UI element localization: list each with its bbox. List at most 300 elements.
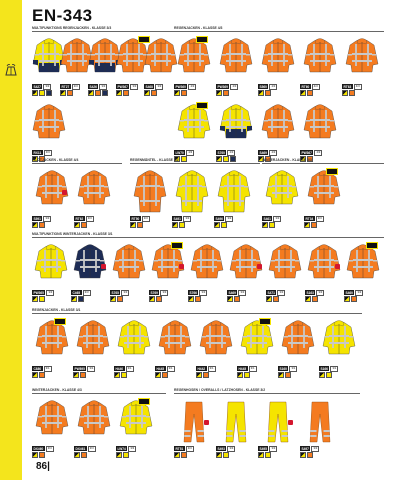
product-code[interactable]: PW369 <box>217 84 228 89</box>
color-swatch[interactable] <box>121 372 127 378</box>
protection-class-badge: 3/3 <box>227 216 232 220</box>
product-card[interactable] <box>174 398 214 460</box>
color-swatch[interactable] <box>181 90 187 96</box>
protection-class-badge: 4/3 <box>271 150 276 154</box>
color-swatch[interactable] <box>151 90 157 96</box>
garment-image <box>117 318 151 364</box>
garment-image <box>217 168 251 214</box>
color-swatches <box>32 372 45 378</box>
product-card[interactable] <box>116 36 142 98</box>
protection-class-badge: 3/3 <box>123 290 128 294</box>
product-code[interactable]: H445 <box>156 366 165 371</box>
certification-check-icon <box>62 190 67 195</box>
color-swatches <box>319 372 332 378</box>
color-swatch[interactable] <box>39 90 45 96</box>
garment-image <box>303 36 337 82</box>
hi-vis-stripe-icon <box>32 372 38 378</box>
product-card[interactable] <box>114 318 153 380</box>
product-card[interactable] <box>149 242 186 304</box>
product-code[interactable]: S468 <box>145 84 153 89</box>
feature-badge-icon <box>171 242 183 249</box>
color-swatch[interactable] <box>137 222 143 228</box>
color-swatches <box>116 90 129 96</box>
protection-class-badge: 4/3 <box>232 84 237 88</box>
product-card[interactable] <box>344 242 381 304</box>
color-swatch[interactable] <box>81 222 87 228</box>
product-code[interactable]: LW74 <box>117 446 126 451</box>
color-swatch[interactable] <box>326 372 332 378</box>
protection-class-badge: 4/3 <box>188 150 193 154</box>
product-code-row <box>32 290 54 296</box>
product-card[interactable] <box>258 36 298 98</box>
color-swatches <box>172 222 185 228</box>
product-code[interactable]: PW360 <box>175 84 186 89</box>
section-divider <box>262 163 384 164</box>
color-swatch[interactable] <box>195 296 201 302</box>
product-code[interactable]: DX460 <box>33 446 44 451</box>
color-swatch[interactable] <box>39 296 45 302</box>
product-card[interactable] <box>174 102 214 164</box>
color-swatch[interactable] <box>311 222 317 228</box>
protection-class-badge: 3/3 <box>84 290 89 294</box>
product-code-row <box>304 216 324 222</box>
hi-vis-stripe-icon <box>32 452 38 458</box>
garment-image <box>303 398 337 444</box>
product-card[interactable] <box>88 36 114 98</box>
product-card[interactable] <box>188 242 225 304</box>
product-code-row <box>174 84 196 90</box>
product-card[interactable] <box>71 242 108 304</box>
hi-vis-stripe-icon <box>188 296 194 302</box>
color-swatches <box>110 296 123 302</box>
product-card[interactable] <box>342 36 382 98</box>
color-swatches <box>300 90 313 96</box>
certification-check-icon <box>335 264 340 269</box>
product-code-row <box>266 290 285 296</box>
product-card[interactable] <box>258 398 298 460</box>
color-swatch[interactable] <box>312 296 318 302</box>
product-code[interactable]: S497 <box>301 446 309 451</box>
product-code[interactable]: S160 <box>279 366 287 371</box>
product-card[interactable] <box>216 398 256 460</box>
product-code[interactable]: S591 <box>33 216 41 221</box>
product-code[interactable]: PW367 <box>117 84 128 89</box>
product-card[interactable] <box>32 168 72 230</box>
protection-class-badge: 3/3 <box>317 216 322 220</box>
hi-vis-stripe-icon <box>144 90 150 96</box>
product-card[interactable] <box>216 36 256 98</box>
protection-class-badge: 3/1 <box>291 366 296 370</box>
protection-class-badge: 3/3 <box>101 84 106 88</box>
color-swatches <box>300 452 313 458</box>
product-code-row <box>116 446 136 452</box>
protection-class-badge: 3/1 <box>250 366 255 370</box>
hi-vis-stripe-icon <box>214 222 220 228</box>
protection-class-badge: 3/3 <box>187 446 192 450</box>
color-swatch[interactable] <box>273 296 279 302</box>
garment-image <box>261 36 295 82</box>
hi-vis-stripe-icon <box>216 90 222 96</box>
color-swatch[interactable] <box>285 372 291 378</box>
color-swatch[interactable] <box>223 90 229 96</box>
protection-class-badge: 3/3 <box>229 446 234 450</box>
protection-class-badge: 3/3 <box>162 290 167 294</box>
product-code-row <box>74 216 94 222</box>
garment-image <box>268 242 302 288</box>
product-code-row <box>278 366 297 372</box>
product-code[interactable]: S766 <box>189 290 197 295</box>
product-card[interactable] <box>300 398 340 460</box>
product-card[interactable] <box>32 318 71 380</box>
product-code[interactable]: S460 <box>345 290 353 295</box>
product-code[interactable]: S163 <box>306 290 314 295</box>
product-card[interactable] <box>130 168 170 230</box>
garment-image <box>219 36 253 82</box>
color-swatches <box>305 296 318 302</box>
product-code-row <box>149 290 168 296</box>
product-code-row <box>32 84 51 90</box>
product-code[interactable]: S491 <box>173 216 181 221</box>
protection-class-badge: 3/3 <box>48 290 53 294</box>
product-code[interactable]: S765 <box>111 290 119 295</box>
color-swatch[interactable] <box>123 90 129 96</box>
section-heading: PILOTJACKEN - KLASSE 4/4 <box>32 158 79 162</box>
color-swatches <box>188 296 201 302</box>
color-swatches <box>32 296 45 302</box>
hi-vis-stripe-icon <box>174 90 180 96</box>
garment-image <box>345 36 379 82</box>
color-swatches <box>344 296 357 302</box>
color-swatch[interactable] <box>307 90 313 96</box>
hi-vis-stripe-icon <box>130 222 136 228</box>
protection-class-badge: 3/1 <box>168 366 173 370</box>
product-code[interactable]: S461 <box>263 216 271 221</box>
product-code-row <box>300 84 320 90</box>
product-code[interactable]: RT50 <box>131 216 140 221</box>
hi-vis-stripe-icon <box>155 372 161 378</box>
product-code[interactable]: H442 <box>197 366 206 371</box>
color-swatches <box>144 90 157 96</box>
product-card[interactable] <box>116 398 156 460</box>
protection-class-badge: 3/3 <box>240 290 245 294</box>
garment-image <box>190 242 224 288</box>
protection-class-badge: 3/3 <box>132 84 137 88</box>
color-swatch[interactable] <box>351 296 357 302</box>
product-card[interactable] <box>304 168 344 230</box>
protection-class-badge: 3/3 <box>45 84 50 88</box>
product-code-row <box>130 216 150 222</box>
color-swatches <box>32 222 45 228</box>
certification-check-icon <box>204 420 209 425</box>
product-card[interactable] <box>110 242 147 304</box>
product-card[interactable] <box>300 102 340 164</box>
product-card[interactable] <box>237 318 276 380</box>
color-swatch[interactable] <box>162 372 168 378</box>
hi-vis-stripe-icon <box>73 372 79 378</box>
section-divider <box>32 163 122 164</box>
product-code[interactable]: DX461 <box>75 446 86 451</box>
hi-vis-stripe-icon <box>262 222 268 228</box>
section-divider <box>32 393 166 394</box>
hi-vis-stripe-icon <box>227 296 233 302</box>
protection-class-badge: 3/1 <box>89 366 94 370</box>
color-swatch[interactable] <box>156 296 162 302</box>
certification-check-icon <box>257 264 262 269</box>
section-divider <box>32 31 180 32</box>
product-card[interactable] <box>172 168 212 230</box>
protection-class-badge: 3/1 <box>332 366 337 370</box>
product-code[interactable]: RT51 <box>175 446 184 451</box>
product-code[interactable]: PW895 <box>74 366 85 371</box>
product-code[interactable]: S469 <box>259 150 267 155</box>
hi-vis-stripe-icon <box>172 222 178 228</box>
section-heading: WINTERJACKEN - KLASSE 4/3 <box>32 388 82 392</box>
product-code-row <box>110 290 129 296</box>
color-swatches <box>32 90 52 96</box>
color-swatch[interactable] <box>265 90 271 96</box>
section-divider <box>174 31 384 32</box>
page-number: 86| <box>36 461 50 472</box>
product-code-row <box>155 366 175 372</box>
garment-image <box>303 102 337 148</box>
section-pilot <box>32 158 122 232</box>
product-card[interactable] <box>196 318 235 380</box>
section-multi-winter <box>32 232 384 306</box>
product-code-row <box>114 366 134 372</box>
product-code-row <box>32 366 52 372</box>
product-code[interactable]: RT60 <box>301 84 310 89</box>
hi-vis-stripe-icon <box>342 90 348 96</box>
color-swatches <box>60 90 73 96</box>
product-card[interactable] <box>300 36 340 98</box>
color-swatch[interactable] <box>67 90 73 96</box>
product-code[interactable]: RT27 <box>61 84 70 89</box>
product-code[interactable]: PW367 <box>301 150 312 155</box>
product-code-row <box>73 366 95 372</box>
color-swatch[interactable] <box>265 452 271 458</box>
color-swatches <box>149 296 162 302</box>
color-swatch[interactable] <box>102 90 108 96</box>
color-swatches <box>155 372 168 378</box>
color-swatch[interactable] <box>179 222 185 228</box>
certification-check-icon <box>179 264 184 269</box>
product-code-row <box>174 446 194 452</box>
product-code[interactable]: S471 <box>267 290 275 295</box>
color-swatches <box>116 452 129 458</box>
product-code[interactable]: S560 <box>259 84 267 89</box>
product-code[interactable]: S166 <box>320 366 328 371</box>
product-code[interactable]: S496 <box>215 216 223 221</box>
color-swatch[interactable] <box>123 452 129 458</box>
section-heading: WINTERJACKEN - KLASSE 3/3 <box>262 158 312 162</box>
protection-class-badge: 3/3 <box>73 84 78 88</box>
product-code[interactable]: S495 <box>259 446 267 451</box>
product-code-row <box>116 84 138 90</box>
hi-vis-stripe-icon <box>88 90 94 96</box>
protection-class-badge: 4/3 <box>355 84 360 88</box>
product-card[interactable] <box>258 102 298 164</box>
product-card[interactable] <box>262 168 302 230</box>
section-winter-right <box>262 158 384 232</box>
product-code[interactable]: RT34 <box>305 216 314 221</box>
color-swatch[interactable] <box>39 222 45 228</box>
garment-image <box>112 242 146 288</box>
feature-badge-icon <box>326 168 338 175</box>
product-code[interactable]: RT63 <box>343 84 352 89</box>
hi-vis-stripe-icon <box>114 372 120 378</box>
product-code[interactable]: RX11 <box>33 150 42 155</box>
product-code-row <box>216 150 235 156</box>
color-swatch[interactable] <box>95 90 101 96</box>
section-divider <box>130 163 260 164</box>
color-swatches <box>237 372 250 378</box>
product-code[interactable]: S493 <box>217 446 225 451</box>
product-card[interactable] <box>32 36 58 98</box>
raincoat-icon <box>5 64 17 76</box>
hi-vis-stripe-icon <box>304 222 310 228</box>
color-swatch[interactable] <box>221 222 227 228</box>
product-code[interactable]: S769 <box>150 290 158 295</box>
color-swatches <box>88 90 108 96</box>
color-swatches <box>196 372 209 378</box>
product-card[interactable] <box>305 242 342 304</box>
color-swatch[interactable] <box>78 296 84 302</box>
section-heading: REGENJACKEN - KLASSE 3/1 <box>32 308 81 312</box>
color-swatch[interactable] <box>39 452 45 458</box>
garment-image <box>281 318 315 364</box>
product-code[interactable]: S426 <box>89 84 97 89</box>
protection-class-badge: 3/3 <box>45 216 50 220</box>
product-code[interactable]: PW365 <box>33 290 44 295</box>
product-code[interactable]: RT62 <box>75 216 84 221</box>
protection-class-badge: 4/3 <box>316 150 321 154</box>
product-card[interactable] <box>32 102 58 164</box>
product-card[interactable] <box>227 242 264 304</box>
garment-image <box>76 318 110 364</box>
product-code-row <box>196 366 216 372</box>
certification-check-icon <box>288 420 293 425</box>
color-swatches <box>74 452 87 458</box>
color-swatch[interactable] <box>181 452 187 458</box>
product-card[interactable] <box>32 398 72 460</box>
color-swatch[interactable] <box>80 372 86 378</box>
hi-vis-stripe-icon <box>344 296 350 302</box>
product-card[interactable] <box>319 318 358 380</box>
product-code-row <box>305 290 324 296</box>
product-code-row <box>342 84 362 90</box>
protection-class-badge: 3/3 <box>47 446 52 450</box>
product-code[interactable]: S760 <box>217 150 225 155</box>
color-swatch[interactable] <box>307 452 313 458</box>
hi-vis-stripe-icon <box>32 90 38 96</box>
color-swatch[interactable] <box>349 90 355 96</box>
color-swatches <box>114 372 127 378</box>
color-swatches <box>227 296 240 302</box>
section-regen <box>32 308 362 382</box>
protection-class-badge: 4/3 <box>190 84 195 88</box>
product-card[interactable] <box>278 318 317 380</box>
product-card[interactable] <box>73 318 112 380</box>
product-card[interactable] <box>60 36 86 98</box>
product-code-row <box>74 446 96 452</box>
color-swatches <box>174 90 187 96</box>
product-code[interactable]: H445 <box>238 366 247 371</box>
product-card[interactable] <box>144 36 170 98</box>
color-swatch[interactable] <box>81 452 87 458</box>
garment-image <box>175 168 209 214</box>
color-swatch[interactable] <box>117 296 123 302</box>
section-heading: REGENHOSEN / OVERALLS / LATZHOSEN - KLASSE 3/2 <box>174 388 266 392</box>
color-swatch[interactable] <box>234 296 240 302</box>
hi-vis-stripe-icon <box>60 90 66 96</box>
product-code-row <box>174 150 194 156</box>
product-code-row <box>300 150 322 156</box>
product-card[interactable] <box>214 168 254 230</box>
product-card[interactable] <box>174 36 214 98</box>
protection-class-badge: 3/3 <box>87 216 92 220</box>
hi-vis-stripe-icon <box>116 90 122 96</box>
product-code-row <box>32 150 52 156</box>
color-swatch[interactable] <box>244 372 250 378</box>
section-divider <box>32 313 362 314</box>
product-code-row <box>188 290 207 296</box>
product-code-row <box>237 366 257 372</box>
product-card[interactable] <box>155 318 194 380</box>
section-divider <box>174 393 360 394</box>
hi-vis-stripe-icon <box>305 296 311 302</box>
hi-vis-stripe-icon <box>319 372 325 378</box>
color-swatch[interactable] <box>203 372 209 378</box>
garment-image <box>77 168 111 214</box>
product-code[interactable]: LW70 <box>175 150 184 155</box>
product-code[interactable]: C465 <box>72 290 81 295</box>
protection-class-badge: 3/3 <box>201 290 206 294</box>
protection-class-badge: 3/3 <box>130 446 135 450</box>
hi-vis-stripe-icon <box>237 372 243 378</box>
hi-vis-stripe-icon <box>216 452 222 458</box>
hi-vis-stripe-icon <box>196 372 202 378</box>
protection-class-badge: 4/3 <box>271 84 276 88</box>
hi-vis-stripe-icon <box>278 372 284 378</box>
color-swatch[interactable] <box>46 90 52 96</box>
color-swatch[interactable] <box>223 452 229 458</box>
product-card[interactable] <box>32 242 69 304</box>
section-heading: MULTIFUNKTIONS WINTERJACKEN - KLASSE 3/1 <box>32 232 113 236</box>
color-swatch[interactable] <box>269 222 275 228</box>
product-card[interactable] <box>74 168 114 230</box>
feature-badge-icon <box>138 398 150 405</box>
product-code[interactable]: S469 <box>228 290 236 295</box>
section-heading: MULTIFUNKTIONS REGENJACKEN - KLASSE 3/3 <box>32 26 112 30</box>
hi-vis-stripe-icon <box>266 296 272 302</box>
product-card[interactable] <box>216 102 256 164</box>
color-swatches <box>216 90 229 96</box>
protection-class-badge: 3/3 <box>185 216 190 220</box>
product-code-row <box>344 290 363 296</box>
hi-vis-stripe-icon <box>32 296 38 302</box>
garment-image <box>261 102 295 148</box>
garment-image <box>34 242 68 288</box>
product-code[interactable]: S427 <box>33 84 41 89</box>
color-swatch[interactable] <box>39 372 45 378</box>
product-card[interactable] <box>266 242 303 304</box>
product-card[interactable] <box>74 398 114 460</box>
garment-image <box>322 318 356 364</box>
product-code-row <box>144 84 163 90</box>
product-code[interactable]: C880 <box>33 366 42 371</box>
section-hosen <box>174 388 360 462</box>
product-code[interactable]: H440 <box>115 366 124 371</box>
